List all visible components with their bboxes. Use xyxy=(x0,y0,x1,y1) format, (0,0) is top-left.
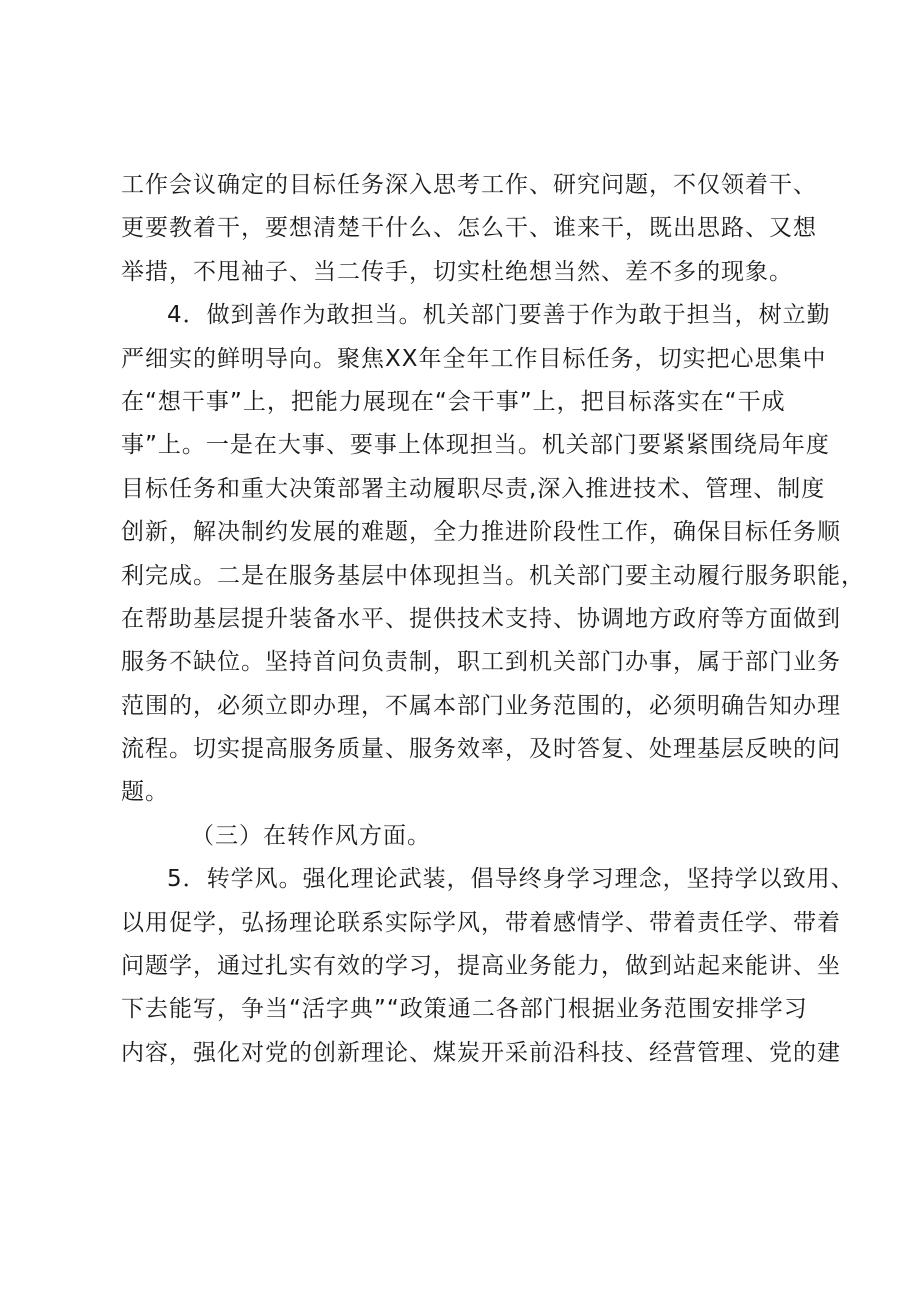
text-line: 范围的，必须立即办理，不属本部门业务范围的，必须明确告知办理 xyxy=(121,692,841,719)
text-line: 目标任务和重大决策部署主动履职尽责,深入推进技术、管理、制度 xyxy=(121,475,826,502)
text-line: 以用促学，弘扬理论联系实际学风，带着感情学、带着责任学、带着 xyxy=(121,909,841,936)
text-line: 严细实的鲜明导向。聚焦XX年全年工作目标任务，切实把心思集中 xyxy=(121,345,827,372)
text-line: 事”上。一是在大事、要事上体现担当。机关部门要紧紧围绕局年度 xyxy=(121,432,830,459)
text-line: 流程。切实提高服务质量、服务效率，及时答复、处理基层反映的问 xyxy=(121,736,841,763)
text-line: 服务不缺位。坚持首问负责制，职工到机关部门办事，属于部门业务 xyxy=(121,649,841,676)
text-line: 下去能写，争当“活字典”“政策通二各部门根据业务范围安排学习 xyxy=(121,996,808,1023)
text-line: 内容，强化对党的创新理论、煤炭开采前沿科技、经营管理、党的建 xyxy=(121,1039,841,1066)
section-heading: （三）在转作风方面。 xyxy=(191,822,431,849)
text-line: 在帮助基层提升装备水平、提供技术支持、协调地方政府等方面做到 xyxy=(121,605,841,632)
document-body xyxy=(121,164,865,1075)
text-line: 在“想干事”上，把能力展现在“会干事”上，把目标落实在“干成 xyxy=(121,388,786,415)
text-line: 举措，不甩袖子、当二传手，切实杜绝想当然、差不多的现象。 xyxy=(121,258,793,285)
text-line: 更要教着干，要想清楚干什么、怎么干、谁来干，既出思路、又想 xyxy=(121,215,817,242)
text-line: 问题学，通过扎实有效的学习，提高业务能力，做到站起来能讲、坐 xyxy=(121,953,841,980)
text-line: 工作会议确定的目标任务深入思考工作、研究问题，不仅领着干、 xyxy=(121,172,817,198)
paragraph-5-heading-line: 5．转学风。强化理论武装，倡导终身学习理念，坚持学以致用、 xyxy=(167,866,855,893)
text-line: 利完成。二是在服务基层中体现担当。机关部门要主动履行服务职能， xyxy=(121,562,865,589)
text-line: 创新，解决制约发展的难题，全力推进阶段性工作，确保目标任务顺 xyxy=(121,519,841,546)
text-line: 题。 xyxy=(121,779,169,806)
paragraph-4-heading-line: 4．做到善作为敢担当。机关部门要善于作为敢于担当，树立勤 xyxy=(167,302,831,329)
